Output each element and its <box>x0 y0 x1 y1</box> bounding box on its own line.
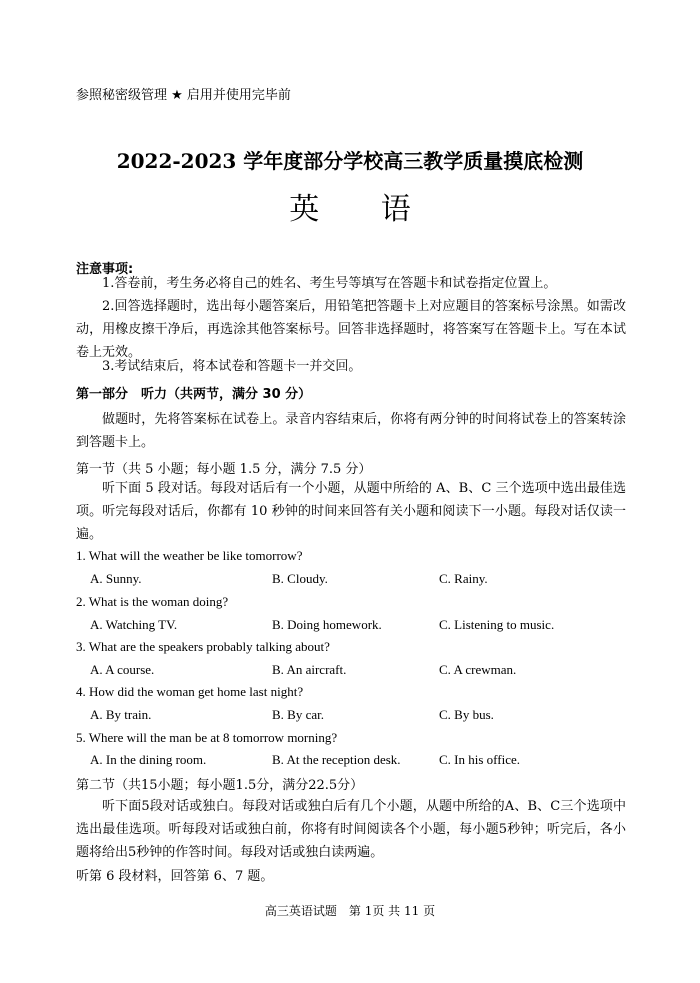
q1-option-a: A. Sunny. <box>90 571 142 586</box>
section1-heading: 第一节（共 5 小题；每小题 1.5 分，满分 7.5 分） <box>76 462 372 477</box>
q4-option-a: A. By train. <box>90 707 152 722</box>
page-footer: 高三英语试题 第 1页 共 11 页 <box>264 904 436 918</box>
question-2: 2. What is the woman doing? <box>76 594 229 609</box>
subject-title: 英 语 <box>289 192 437 227</box>
q5-option-a: A. In the dining room. <box>90 752 207 767</box>
q2-option-c: C. Listening to music. <box>439 617 555 632</box>
notice-item-3: 3.考试结束后，将本试卷和答题卡一并交回。 <box>102 359 362 374</box>
q3-option-c: C. A crewman. <box>439 662 517 677</box>
q4-option-b: B. By car. <box>272 707 324 722</box>
question-1: 1. What will the weather be like tomorrow? <box>76 548 303 563</box>
q3-option-b: B. An aircraft. <box>272 662 347 677</box>
section2-instructions: 听下面5段对话或独白。每段对话或独白后有几个小题，从题中所给的A、B、C三个选项中选出最佳选项。听每段对话或独白前，你将有时间阅读各个小题，每小题5秒钟；听完后，各小题将给出5秒钟的作答时间。每段对话或独白读两遍。 <box>76 799 626 860</box>
q1-option-b: B. Cloudy. <box>272 571 328 586</box>
q1-option-c: C. Rainy. <box>439 571 488 586</box>
confidentiality-note: 参照秘密级管理 ★ 启用并使用完毕前 <box>76 88 291 103</box>
part1-intro: 做题时，先将答案标在试卷上。录音内容结束后，你将有两分钟的时间将试卷上的答案转涂到答题卡上。 <box>76 412 626 450</box>
q5-option-c: C. In his office. <box>439 752 520 767</box>
section2-heading: 第二节（共15小题；每小题1.5分，满分22.5分） <box>76 778 364 793</box>
q3-option-a: A. A course. <box>90 662 155 677</box>
q2-option-a: A. Watching TV. <box>90 617 178 632</box>
question-4: 4. How did the woman get home last night? <box>76 684 304 699</box>
q4-option-c: C. By bus. <box>439 707 494 722</box>
part1-heading: 第一部分 听力（共两节，满分 30 分） <box>76 387 312 402</box>
notice-item-1: 1.答卷前，考生务必将自己的姓名、考生号等填写在答题卡和试卷指定位置上。 <box>102 276 557 291</box>
question-3: 3. What are the speakers probably talking about? <box>76 639 330 654</box>
question-5: 5. Where will the man be at 8 tomorrow morning? <box>76 730 338 745</box>
q5-option-b: B. At the reception desk. <box>272 752 401 767</box>
material-note: 听第 6 段材料，回答第 6、7 题。 <box>76 869 274 884</box>
section1-instructions: 听下面 5 段对话。每段对话后有一个小题，从题中所给的 A、B、C 三个选项中选出最佳选项。听完每段对话后，你都有 10 秒钟的时间来回答有关小题和阅读下一小题。每段对话仅读一遍。 <box>76 481 626 542</box>
notice-item-2: 2.回答选择题时，选出每小题答案后，用铅笔把答题卡上对应题目的答案标号涂黑。如需改动，用橡皮擦干净后，再选涂其他答案标号。回答非选择题时，将答案写在答题卡上。写在本试卷上无效。 <box>76 299 626 360</box>
exam-title: 2022-2023 学年度部分学校高三教学质量摸底检测 <box>116 149 584 173</box>
notice-heading: 注意事项: <box>76 262 134 277</box>
q2-option-b: B. Doing homework. <box>272 617 382 632</box>
